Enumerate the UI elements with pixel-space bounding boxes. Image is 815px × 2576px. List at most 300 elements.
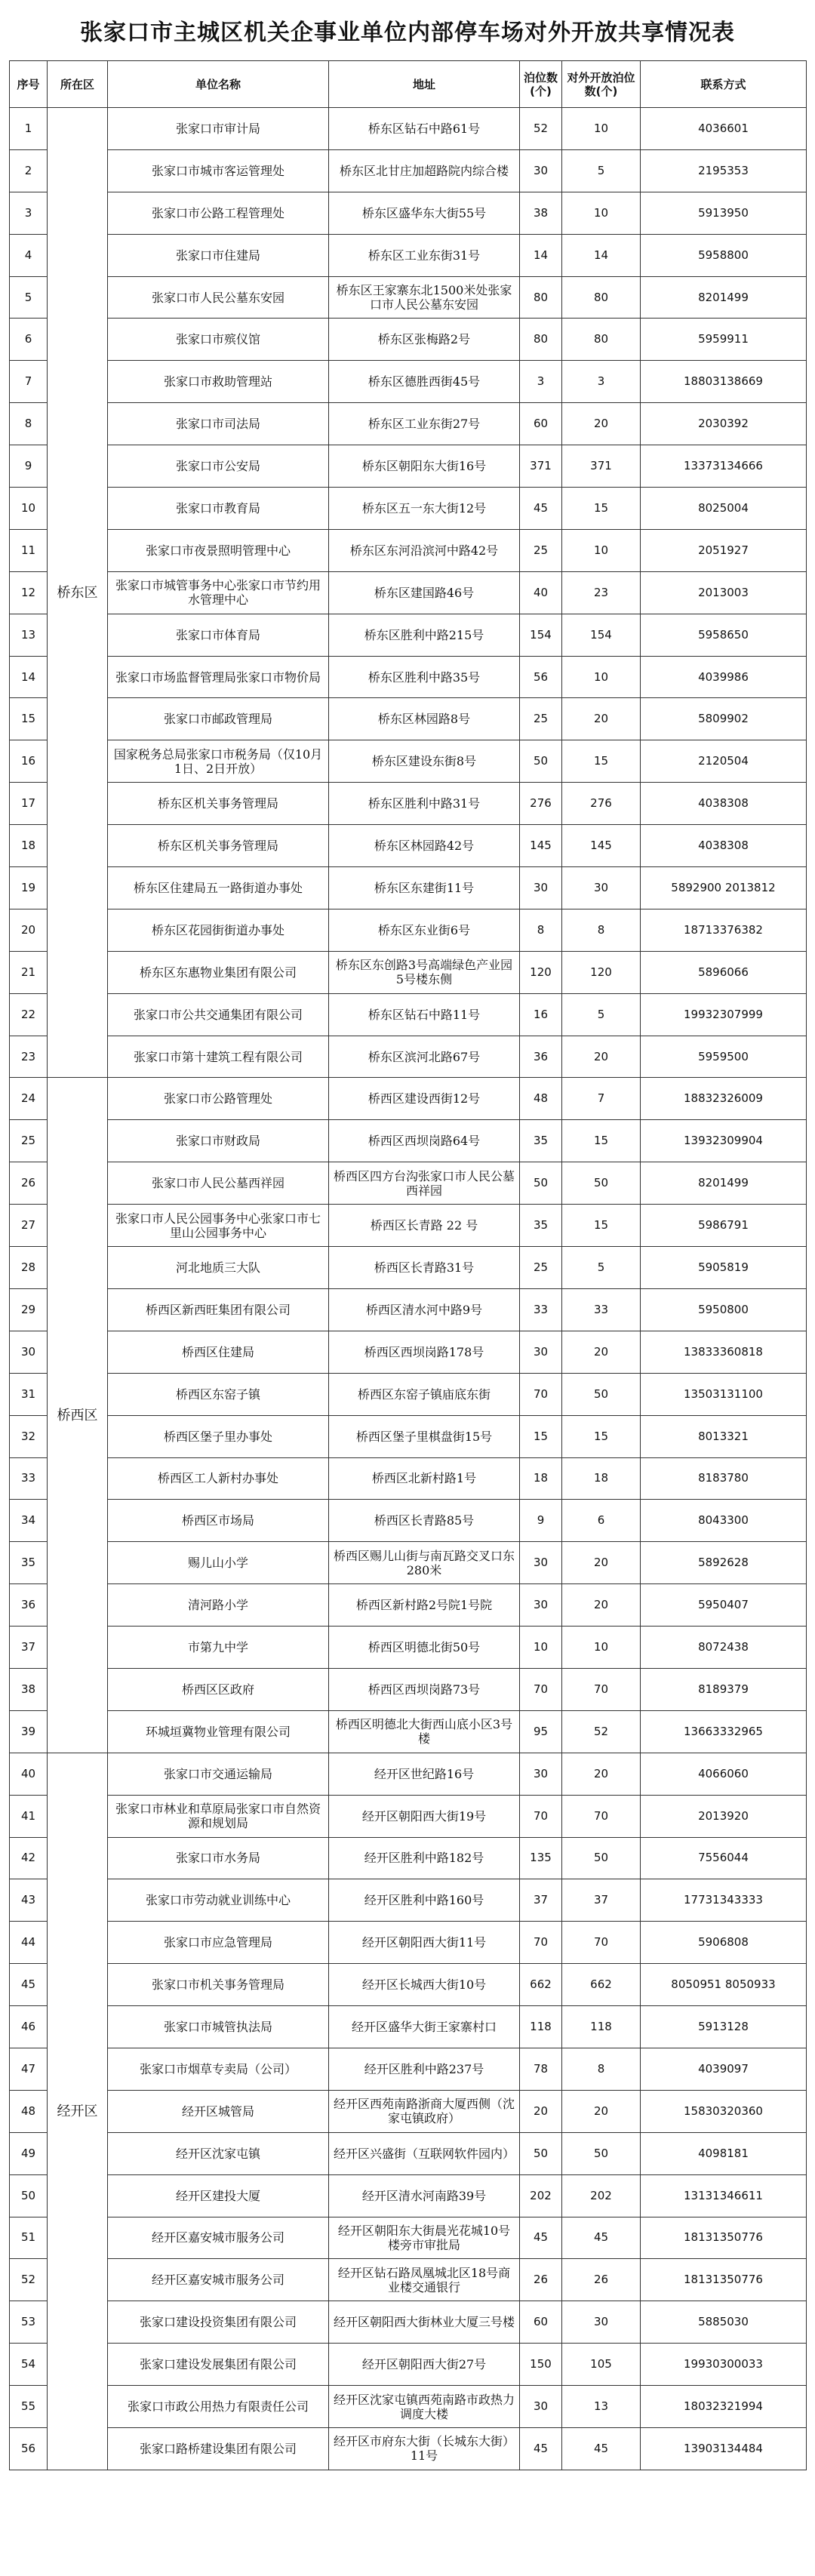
cell-spaces: 145	[520, 825, 562, 867]
cell-contact: 8013321	[641, 1415, 807, 1457]
cell-seq: 49	[10, 2132, 48, 2174]
table-row	[10, 1162, 807, 1205]
table-row	[10, 1288, 807, 1331]
cell-spaces: 18	[520, 1457, 562, 1500]
cell-seq: 18	[10, 825, 48, 867]
cell-contact: 5906808	[641, 1922, 807, 1964]
table-row	[10, 614, 807, 656]
cell-open-spaces: 20	[562, 1542, 641, 1584]
table-row	[10, 1331, 807, 1373]
cell-spaces: 15	[520, 1415, 562, 1457]
table-row	[10, 2217, 807, 2259]
cell-open-spaces: 70	[562, 1668, 641, 1710]
cell-open-spaces: 10	[562, 108, 641, 150]
cell-address: 经开区盛华大街王家寨村口	[329, 2006, 520, 2048]
cell-seq: 38	[10, 1668, 48, 1710]
cell-contact: 13903134484	[641, 2427, 807, 2470]
cell-spaces: 33	[520, 1288, 562, 1331]
cell-spaces: 60	[520, 2301, 562, 2344]
cell-open-spaces: 20	[562, 1753, 641, 1795]
cell-open-spaces: 118	[562, 2006, 641, 2048]
cell-unit: 张家口市人民公园事务中心张家口市七里山公园事务中心	[108, 1205, 329, 1247]
cell-spaces: 45	[520, 488, 562, 530]
table-row	[10, 698, 807, 740]
cell-address: 桥西区长青路31号	[329, 1247, 520, 1289]
cell-contact: 2195353	[641, 149, 807, 192]
cell-seq: 26	[10, 1162, 48, 1205]
cell-unit: 张家口市人民公墓东安园	[108, 276, 329, 319]
cell-address: 桥东区盛华东大街55号	[329, 192, 520, 234]
cell-address: 桥西区东窑子镇庙底东街	[329, 1373, 520, 1415]
table-row	[10, 1753, 807, 1795]
cell-open-spaces: 20	[562, 2090, 641, 2132]
table-row	[10, 993, 807, 1036]
cell-contact: 4038308	[641, 783, 807, 825]
table-row	[10, 2301, 807, 2344]
cell-unit: 张家口市机关事务管理局	[108, 1964, 329, 2006]
cell-contact: 5896066	[641, 951, 807, 993]
cell-open-spaces: 10	[562, 192, 641, 234]
cell-open-spaces: 3	[562, 361, 641, 403]
cell-open-spaces: 50	[562, 1373, 641, 1415]
cell-seq: 9	[10, 445, 48, 488]
cell-spaces: 30	[520, 149, 562, 192]
cell-seq: 34	[10, 1500, 48, 1542]
cell-spaces: 202	[520, 2174, 562, 2217]
header-district: 所在区	[48, 61, 108, 108]
page-title: 张家口市主城区机关企事业单位内部停车场对外开放共享情况表	[80, 20, 735, 46]
cell-open-spaces: 15	[562, 488, 641, 530]
cell-open-spaces: 20	[562, 698, 641, 740]
cell-address: 桥西区西坝岗路64号	[329, 1120, 520, 1162]
cell-contact: 13503131100	[641, 1373, 807, 1415]
cell-open-spaces: 50	[562, 2132, 641, 2174]
table-row	[10, 867, 807, 909]
cell-address: 桥东区钻石中路61号	[329, 108, 520, 150]
cell-contact: 8189379	[641, 1668, 807, 1710]
cell-open-spaces: 26	[562, 2259, 641, 2301]
cell-address: 桥西区西坝岗路178号	[329, 1331, 520, 1373]
table-row	[10, 1415, 807, 1457]
cell-district: 桥东区	[48, 108, 108, 1078]
cell-address: 桥东区胜利中路31号	[329, 783, 520, 825]
cell-contact: 4039097	[641, 2048, 807, 2090]
cell-contact: 5913128	[641, 2006, 807, 2048]
cell-contact: 13663332965	[641, 1710, 807, 1753]
cell-open-spaces: 202	[562, 2174, 641, 2217]
cell-open-spaces: 45	[562, 2217, 641, 2259]
table-row	[10, 2090, 807, 2132]
cell-spaces: 78	[520, 2048, 562, 2090]
cell-spaces: 25	[520, 1247, 562, 1289]
cell-seq: 30	[10, 1331, 48, 1373]
cell-seq: 3	[10, 192, 48, 234]
cell-seq: 20	[10, 909, 48, 951]
cell-spaces: 3	[520, 361, 562, 403]
cell-contact: 19930300033	[641, 2344, 807, 2386]
cell-unit: 桥西区市场局	[108, 1500, 329, 1542]
table-row	[10, 1500, 807, 1542]
cell-seq: 45	[10, 1964, 48, 2006]
cell-contact: 5905819	[641, 1247, 807, 1289]
cell-seq: 25	[10, 1120, 48, 1162]
table-row	[10, 571, 807, 614]
cell-spaces: 80	[520, 276, 562, 319]
cell-spaces: 70	[520, 1373, 562, 1415]
cell-unit: 桥东区住建局五一路街道办事处	[108, 867, 329, 909]
cell-seq: 50	[10, 2174, 48, 2217]
cell-seq: 55	[10, 2386, 48, 2428]
cell-spaces: 45	[520, 2217, 562, 2259]
cell-seq: 33	[10, 1457, 48, 1500]
cell-contact: 2120504	[641, 740, 807, 783]
cell-contact: 18832326009	[641, 1078, 807, 1120]
cell-seq: 51	[10, 2217, 48, 2259]
cell-contact: 5809902	[641, 698, 807, 740]
cell-contact: 8201499	[641, 276, 807, 319]
table-row	[10, 2427, 807, 2470]
cell-seq: 36	[10, 1584, 48, 1627]
cell-seq: 23	[10, 1036, 48, 1078]
cell-contact: 18803138669	[641, 361, 807, 403]
cell-seq: 21	[10, 951, 48, 993]
header-row	[10, 61, 807, 108]
table-row	[10, 319, 807, 361]
cell-unit: 张家口市公共交通集团有限公司	[108, 993, 329, 1036]
cell-unit: 张家口路桥建设集团有限公司	[108, 2427, 329, 2470]
cell-address: 桥东区林园路42号	[329, 825, 520, 867]
cell-seq: 40	[10, 1753, 48, 1795]
table-row	[10, 234, 807, 276]
cell-address: 桥西区清水河中路9号	[329, 1288, 520, 1331]
cell-address: 经开区胜利中路182号	[329, 1837, 520, 1879]
table-row	[10, 1879, 807, 1922]
cell-open-spaces: 50	[562, 1837, 641, 1879]
header-address: 地址	[329, 61, 520, 108]
cell-spaces: 154	[520, 614, 562, 656]
cell-open-spaces: 14	[562, 234, 641, 276]
cell-spaces: 70	[520, 1922, 562, 1964]
cell-open-spaces: 20	[562, 1036, 641, 1078]
cell-seq: 22	[10, 993, 48, 1036]
table-row	[10, 1795, 807, 1837]
header-spaces: 泊位数(个)	[520, 61, 562, 108]
table-row	[10, 951, 807, 993]
header-open-spaces: 对外开放泊位数(个)	[562, 61, 641, 108]
cell-seq: 17	[10, 783, 48, 825]
cell-unit: 桥东区花园街街道办事处	[108, 909, 329, 951]
cell-address: 桥东区王家寨东北1500米处张家口市人民公墓东安园	[329, 276, 520, 319]
cell-open-spaces: 8	[562, 909, 641, 951]
cell-spaces: 16	[520, 993, 562, 1036]
cell-seq: 48	[10, 2090, 48, 2132]
table-row	[10, 108, 807, 150]
cell-spaces: 135	[520, 1837, 562, 1879]
cell-seq: 10	[10, 488, 48, 530]
cell-contact: 4038308	[641, 825, 807, 867]
cell-seq: 37	[10, 1627, 48, 1669]
cell-spaces: 48	[520, 1078, 562, 1120]
cell-unit: 经开区城管局	[108, 2090, 329, 2132]
cell-open-spaces: 15	[562, 1120, 641, 1162]
cell-unit: 张家口市劳动就业训练中心	[108, 1879, 329, 1922]
cell-spaces: 35	[520, 1205, 562, 1247]
cell-open-spaces: 7	[562, 1078, 641, 1120]
cell-spaces: 9	[520, 1500, 562, 1542]
cell-district: 桥西区	[48, 1078, 108, 1753]
cell-address: 桥东区东河沿滨河中路42号	[329, 529, 520, 571]
table-row	[10, 1627, 807, 1669]
cell-seq: 6	[10, 319, 48, 361]
cell-unit: 张家口建设发展集团有限公司	[108, 2344, 329, 2386]
cell-contact: 2013003	[641, 571, 807, 614]
cell-spaces: 45	[520, 2427, 562, 2470]
cell-spaces: 36	[520, 1036, 562, 1078]
cell-address: 桥西区建设西街12号	[329, 1078, 520, 1120]
cell-contact: 5950407	[641, 1584, 807, 1627]
cell-address: 经开区胜利中路160号	[329, 1879, 520, 1922]
cell-unit: 张家口建设投资集团有限公司	[108, 2301, 329, 2344]
table-row	[10, 2174, 807, 2217]
cell-address: 桥东区工业东街27号	[329, 403, 520, 445]
table-row	[10, 783, 807, 825]
cell-seq: 47	[10, 2048, 48, 2090]
cell-address: 桥东区建国路46号	[329, 571, 520, 614]
table-row	[10, 1373, 807, 1415]
cell-unit: 张家口市林业和草原局张家口市自然资源和规划局	[108, 1795, 329, 1837]
cell-address: 桥西区堡子里棋盘街15号	[329, 1415, 520, 1457]
cell-spaces: 95	[520, 1710, 562, 1753]
cell-unit: 清河路小学	[108, 1584, 329, 1627]
cell-unit: 张家口市救助管理站	[108, 361, 329, 403]
cell-address: 经开区兴盛街（互联网软件园内）	[329, 2132, 520, 2174]
cell-open-spaces: 10	[562, 656, 641, 698]
table-row	[10, 1584, 807, 1627]
cell-contact: 5950800	[641, 1288, 807, 1331]
cell-spaces: 25	[520, 698, 562, 740]
cell-address: 经开区清水河南路39号	[329, 2174, 520, 2217]
cell-spaces: 120	[520, 951, 562, 993]
cell-address: 桥西区北新村路1号	[329, 1457, 520, 1500]
table-row	[10, 149, 807, 192]
table-row	[10, 740, 807, 783]
cell-seq: 46	[10, 2006, 48, 2048]
cell-spaces: 371	[520, 445, 562, 488]
cell-contact: 13131346611	[641, 2174, 807, 2217]
cell-contact: 19932307999	[641, 993, 807, 1036]
cell-seq: 32	[10, 1415, 48, 1457]
table-row	[10, 192, 807, 234]
cell-spaces: 26	[520, 2259, 562, 2301]
cell-spaces: 35	[520, 1120, 562, 1162]
cell-seq: 14	[10, 656, 48, 698]
cell-open-spaces: 30	[562, 867, 641, 909]
cell-unit: 张家口市政公用热力有限责任公司	[108, 2386, 329, 2428]
cell-open-spaces: 80	[562, 319, 641, 361]
cell-unit: 张家口市水务局	[108, 1837, 329, 1879]
cell-unit: 国家税务总局张家口市税务局（仅10月1日、2日开放）	[108, 740, 329, 783]
cell-open-spaces: 5	[562, 149, 641, 192]
cell-open-spaces: 6	[562, 1500, 641, 1542]
cell-seq: 15	[10, 698, 48, 740]
cell-address: 桥西区明德北街50号	[329, 1627, 520, 1669]
table-row	[10, 488, 807, 530]
cell-spaces: 38	[520, 192, 562, 234]
table-row	[10, 1668, 807, 1710]
cell-open-spaces: 52	[562, 1710, 641, 1753]
cell-contact: 4066060	[641, 1753, 807, 1795]
cell-contact: 5959500	[641, 1036, 807, 1078]
cell-open-spaces: 15	[562, 1205, 641, 1247]
cell-open-spaces: 20	[562, 1331, 641, 1373]
cell-unit: 经开区嘉安城市服务公司	[108, 2217, 329, 2259]
cell-open-spaces: 276	[562, 783, 641, 825]
cell-open-spaces: 8	[562, 2048, 641, 2090]
cell-address: 经开区朝阳东大街晨光花城10号楼旁市审批局	[329, 2217, 520, 2259]
cell-unit: 桥西区堡子里办事处	[108, 1415, 329, 1457]
cell-seq: 1	[10, 108, 48, 150]
cell-spaces: 60	[520, 403, 562, 445]
cell-seq: 44	[10, 1922, 48, 1964]
cell-address: 桥东区朝阳东大街16号	[329, 445, 520, 488]
cell-contact: 7556044	[641, 1837, 807, 1879]
cell-unit: 张家口市城市客运管理处	[108, 149, 329, 192]
table-row	[10, 2386, 807, 2428]
cell-contact: 13932309904	[641, 1120, 807, 1162]
cell-open-spaces: 30	[562, 2301, 641, 2344]
cell-seq: 8	[10, 403, 48, 445]
table-row	[10, 656, 807, 698]
table-row	[10, 403, 807, 445]
cell-contact: 13833360818	[641, 1331, 807, 1373]
cell-unit: 张家口市住建局	[108, 234, 329, 276]
cell-contact: 18032321994	[641, 2386, 807, 2428]
cell-spaces: 14	[520, 234, 562, 276]
cell-district: 经开区	[48, 1753, 108, 2470]
cell-unit: 经开区嘉安城市服务公司	[108, 2259, 329, 2301]
cell-seq: 54	[10, 2344, 48, 2386]
cell-spaces: 118	[520, 2006, 562, 2048]
cell-unit: 市第九中学	[108, 1627, 329, 1669]
cell-unit: 张家口市应急管理局	[108, 1922, 329, 1964]
table-row	[10, 1120, 807, 1162]
cell-unit: 赐儿山小学	[108, 1542, 329, 1584]
cell-spaces: 8	[520, 909, 562, 951]
cell-unit: 张家口市殡仪馆	[108, 319, 329, 361]
cell-open-spaces: 70	[562, 1795, 641, 1837]
cell-address: 桥西区长青路 22 号	[329, 1205, 520, 1247]
cell-address: 桥东区东建街11号	[329, 867, 520, 909]
cell-address: 经开区长城西大街10号	[329, 1964, 520, 2006]
cell-unit: 桥东区机关事务管理局	[108, 783, 329, 825]
cell-address: 桥东区工业东街31号	[329, 234, 520, 276]
cell-contact: 8201499	[641, 1162, 807, 1205]
cell-contact: 5913950	[641, 192, 807, 234]
cell-address: 桥东区五一东大街12号	[329, 488, 520, 530]
cell-unit: 张家口市第十建筑工程有限公司	[108, 1036, 329, 1078]
cell-unit: 桥西区东窑子镇	[108, 1373, 329, 1415]
cell-spaces: 56	[520, 656, 562, 698]
cell-spaces: 37	[520, 1879, 562, 1922]
cell-address: 桥东区张梅路2号	[329, 319, 520, 361]
table-row	[10, 1205, 807, 1247]
cell-seq: 29	[10, 1288, 48, 1331]
cell-unit: 张家口市交通运输局	[108, 1753, 329, 1795]
cell-address: 经开区西苑南路浙商大厦西侧（沈家屯镇政府）	[329, 2090, 520, 2132]
cell-unit: 经开区建投大厦	[108, 2174, 329, 2217]
cell-address: 经开区朝阳西大街19号	[329, 1795, 520, 1837]
cell-seq: 24	[10, 1078, 48, 1120]
table-row	[10, 445, 807, 488]
table-row	[10, 1964, 807, 2006]
cell-unit: 张家口市公安局	[108, 445, 329, 488]
cell-address: 桥西区四方台沟张家口市人民公墓西祥园	[329, 1162, 520, 1205]
cell-unit: 张家口市烟草专卖局（公司）	[108, 2048, 329, 2090]
cell-spaces: 80	[520, 319, 562, 361]
cell-open-spaces: 45	[562, 2427, 641, 2470]
table-row	[10, 2006, 807, 2048]
table-row	[10, 2344, 807, 2386]
cell-unit: 张家口市城管事务中心张家口市节约用水管理中心	[108, 571, 329, 614]
cell-spaces: 10	[520, 1627, 562, 1669]
cell-address: 桥西区长青路85号	[329, 1500, 520, 1542]
cell-contact: 18131350776	[641, 2217, 807, 2259]
table-row	[10, 825, 807, 867]
cell-contact: 13373134666	[641, 445, 807, 488]
cell-spaces: 50	[520, 1162, 562, 1205]
cell-open-spaces: 120	[562, 951, 641, 993]
cell-contact: 5958800	[641, 234, 807, 276]
cell-contact: 8050951 8050933	[641, 1964, 807, 2006]
cell-spaces: 662	[520, 1964, 562, 2006]
cell-contact: 4039986	[641, 656, 807, 698]
cell-seq: 52	[10, 2259, 48, 2301]
table-row	[10, 1710, 807, 1753]
cell-contact: 8183780	[641, 1457, 807, 1500]
cell-open-spaces: 5	[562, 1247, 641, 1289]
cell-address: 经开区朝阳西大街11号	[329, 1922, 520, 1964]
cell-seq: 42	[10, 1837, 48, 1879]
cell-unit: 张家口市公路管理处	[108, 1078, 329, 1120]
cell-address: 桥东区北甘庄加超路院内综合楼	[329, 149, 520, 192]
cell-spaces: 50	[520, 2132, 562, 2174]
cell-address: 桥东区德胜西街45号	[329, 361, 520, 403]
cell-spaces: 40	[520, 571, 562, 614]
cell-address: 桥东区钻石中路11号	[329, 993, 520, 1036]
cell-spaces: 70	[520, 1668, 562, 1710]
cell-seq: 39	[10, 1710, 48, 1753]
cell-address: 经开区沈家屯镇西苑南路市政热力调度大楼	[329, 2386, 520, 2428]
cell-open-spaces: 10	[562, 1627, 641, 1669]
cell-open-spaces: 37	[562, 1879, 641, 1922]
cell-contact: 2030392	[641, 403, 807, 445]
cell-unit: 张家口市人民公墓西祥园	[108, 1162, 329, 1205]
cell-open-spaces: 18	[562, 1457, 641, 1500]
table-row	[10, 361, 807, 403]
cell-address: 桥东区胜利中路35号	[329, 656, 520, 698]
cell-contact: 5892628	[641, 1542, 807, 1584]
cell-contact: 18131350776	[641, 2259, 807, 2301]
cell-open-spaces: 5	[562, 993, 641, 1036]
cell-unit: 张家口市审计局	[108, 108, 329, 150]
cell-unit: 张家口市邮政管理局	[108, 698, 329, 740]
cell-unit: 桥西区工人新村办事处	[108, 1457, 329, 1500]
cell-seq: 28	[10, 1247, 48, 1289]
cell-contact: 2051927	[641, 529, 807, 571]
header-unit: 单位名称	[108, 61, 329, 108]
cell-contact: 8043300	[641, 1500, 807, 1542]
cell-spaces: 20	[520, 2090, 562, 2132]
